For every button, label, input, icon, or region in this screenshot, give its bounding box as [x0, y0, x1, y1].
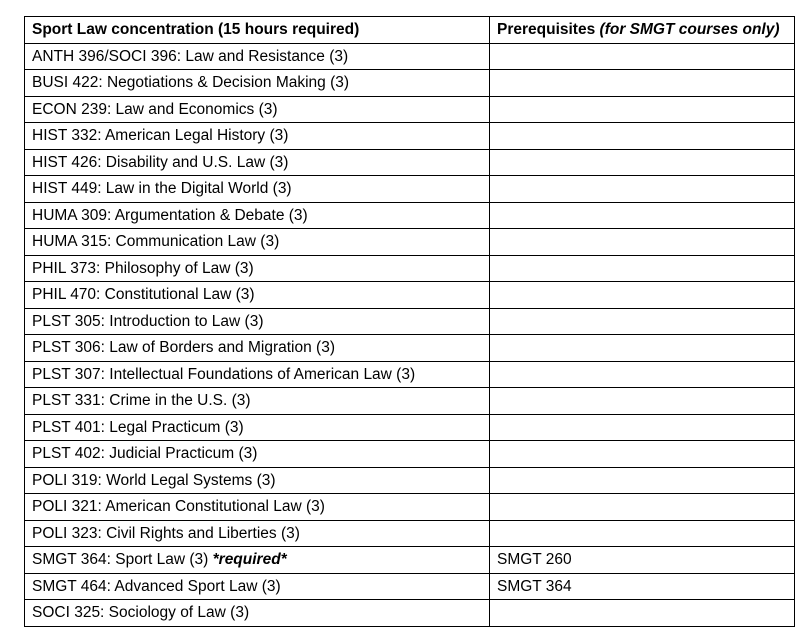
table-row: [25, 494, 795, 521]
table-row: [25, 202, 795, 229]
required-note: *required*: [212, 551, 287, 568]
course-name: SOCI 325: Sociology of Law (3): [32, 604, 250, 621]
table-row: [25, 388, 795, 415]
course-cell: [25, 282, 490, 309]
table-row: [25, 176, 795, 203]
prerequisite-cell: [490, 149, 795, 176]
course-cell: [25, 388, 490, 415]
course-name: PLST 305: Introduction to Law (3): [32, 312, 264, 330]
course-cell: [25, 149, 490, 176]
prerequisite-cell: [490, 494, 795, 521]
table-row: [25, 70, 795, 97]
prerequisite-cell: [490, 335, 795, 362]
prerequisite-cell: [490, 520, 795, 547]
course-cell: [25, 202, 490, 229]
table-row: [25, 467, 795, 494]
table-row: [25, 441, 795, 468]
table-row: [25, 361, 795, 388]
prerequisite-cell: [490, 123, 795, 150]
table-row: [25, 123, 795, 150]
prerequisites-header: [490, 17, 795, 44]
course-name: HUMA 315: Communication Law (3): [32, 233, 280, 250]
course-name: PLST 307: Intellectual Foundations of American Law (3): [32, 365, 416, 383]
course-cell: [25, 176, 490, 203]
table-row: [25, 229, 795, 256]
prerequisite-cell: [490, 96, 795, 123]
table-row: [25, 414, 795, 441]
course-name: POLI 323: Civil Rights and Liberties (3): [32, 524, 300, 542]
table-row: [25, 149, 795, 176]
table-row: [25, 96, 795, 123]
course-name: BUSI 422: Negotiations & Decision Making (3): [32, 74, 350, 91]
course-cell: [25, 494, 490, 521]
table-row: [25, 255, 795, 282]
course-cell: [25, 520, 490, 547]
prerequisite-cell: [490, 229, 795, 256]
concentration-header: Sport Law concentration (15 hours required): [25, 17, 490, 44]
course-name: PHIL 470: Constitutional Law (3): [32, 286, 255, 303]
course-name: PHIL 373: Philosophy of Law (3): [32, 259, 254, 277]
prerequisite-cell: [490, 361, 795, 388]
course-cell: [25, 123, 490, 150]
course-cell: [25, 547, 490, 574]
course-name: HIST 449: Law in the Digital World (3): [32, 180, 292, 197]
prerequisite-cell: [490, 441, 795, 468]
course-name: PLST 306: Law of Borders and Migration (3): [32, 339, 335, 356]
course-cell: [25, 414, 490, 441]
table-row: [25, 308, 795, 335]
prerequisite-cell: [490, 255, 795, 282]
table-row: [25, 547, 795, 574]
course-rows: [25, 43, 795, 626]
table-header: [25, 17, 795, 44]
prerequisite-cell: SMGT 260: [490, 547, 795, 574]
prerequisite-cell: [490, 600, 795, 627]
course-cell: [25, 335, 490, 362]
course-name: ANTH 396/SOCI 396: Law and Resistance (3): [32, 47, 349, 65]
prerequisite-cell: [490, 467, 795, 494]
course-name: HUMA 309: Argumentation & Debate (3): [32, 206, 308, 224]
course-cell: [25, 70, 490, 97]
prerequisite-cell: [490, 70, 795, 97]
prerequisite-cell: SMGT 364: [490, 573, 795, 600]
course-cell: [25, 255, 490, 282]
table-row: [25, 282, 795, 309]
table-row: [25, 520, 795, 547]
course-name: SMGT 364: Sport Law (3): [32, 551, 209, 568]
prerequisite-cell: [490, 43, 795, 70]
course-name: SMGT 464: Advanced Sport Law (3): [32, 577, 281, 595]
course-name: POLI 321: American Constitutional Law (3): [32, 498, 325, 515]
course-cell: [25, 467, 490, 494]
course-name: POLI 319: World Legal Systems (3): [32, 471, 276, 489]
prerequisite-cell: [490, 308, 795, 335]
header-row: [25, 17, 795, 44]
course-cell: [25, 43, 490, 70]
prerequisite-cell: [490, 388, 795, 415]
course-name: ECON 239: Law and Economics (3): [32, 100, 278, 118]
course-table: [24, 16, 795, 627]
course-cell: [25, 308, 490, 335]
table-row: [25, 43, 795, 70]
course-name: PLST 401: Legal Practicum (3): [32, 418, 244, 436]
table-row: [25, 600, 795, 627]
course-name: PLST 331: Crime in the U.S. (3): [32, 392, 251, 409]
prerequisites-note: (for SMGT courses only): [599, 21, 780, 38]
course-cell: [25, 573, 490, 600]
course-cell: [25, 441, 490, 468]
course-name: HIST 426: Disability and U.S. Law (3): [32, 153, 289, 171]
prerequisite-cell: [490, 202, 795, 229]
prerequisite-cell: [490, 176, 795, 203]
course-name: PLST 402: Judicial Practicum (3): [32, 445, 258, 462]
course-cell: [25, 96, 490, 123]
course-cell: [25, 361, 490, 388]
course-cell: [25, 600, 490, 627]
table-row: [25, 573, 795, 600]
table-row: [25, 335, 795, 362]
prerequisite-cell: [490, 282, 795, 309]
course-cell: [25, 229, 490, 256]
course-name: HIST 332: American Legal History (3): [32, 127, 289, 144]
prerequisite-cell: [490, 414, 795, 441]
prerequisites-label: Prerequisites: [497, 21, 596, 38]
